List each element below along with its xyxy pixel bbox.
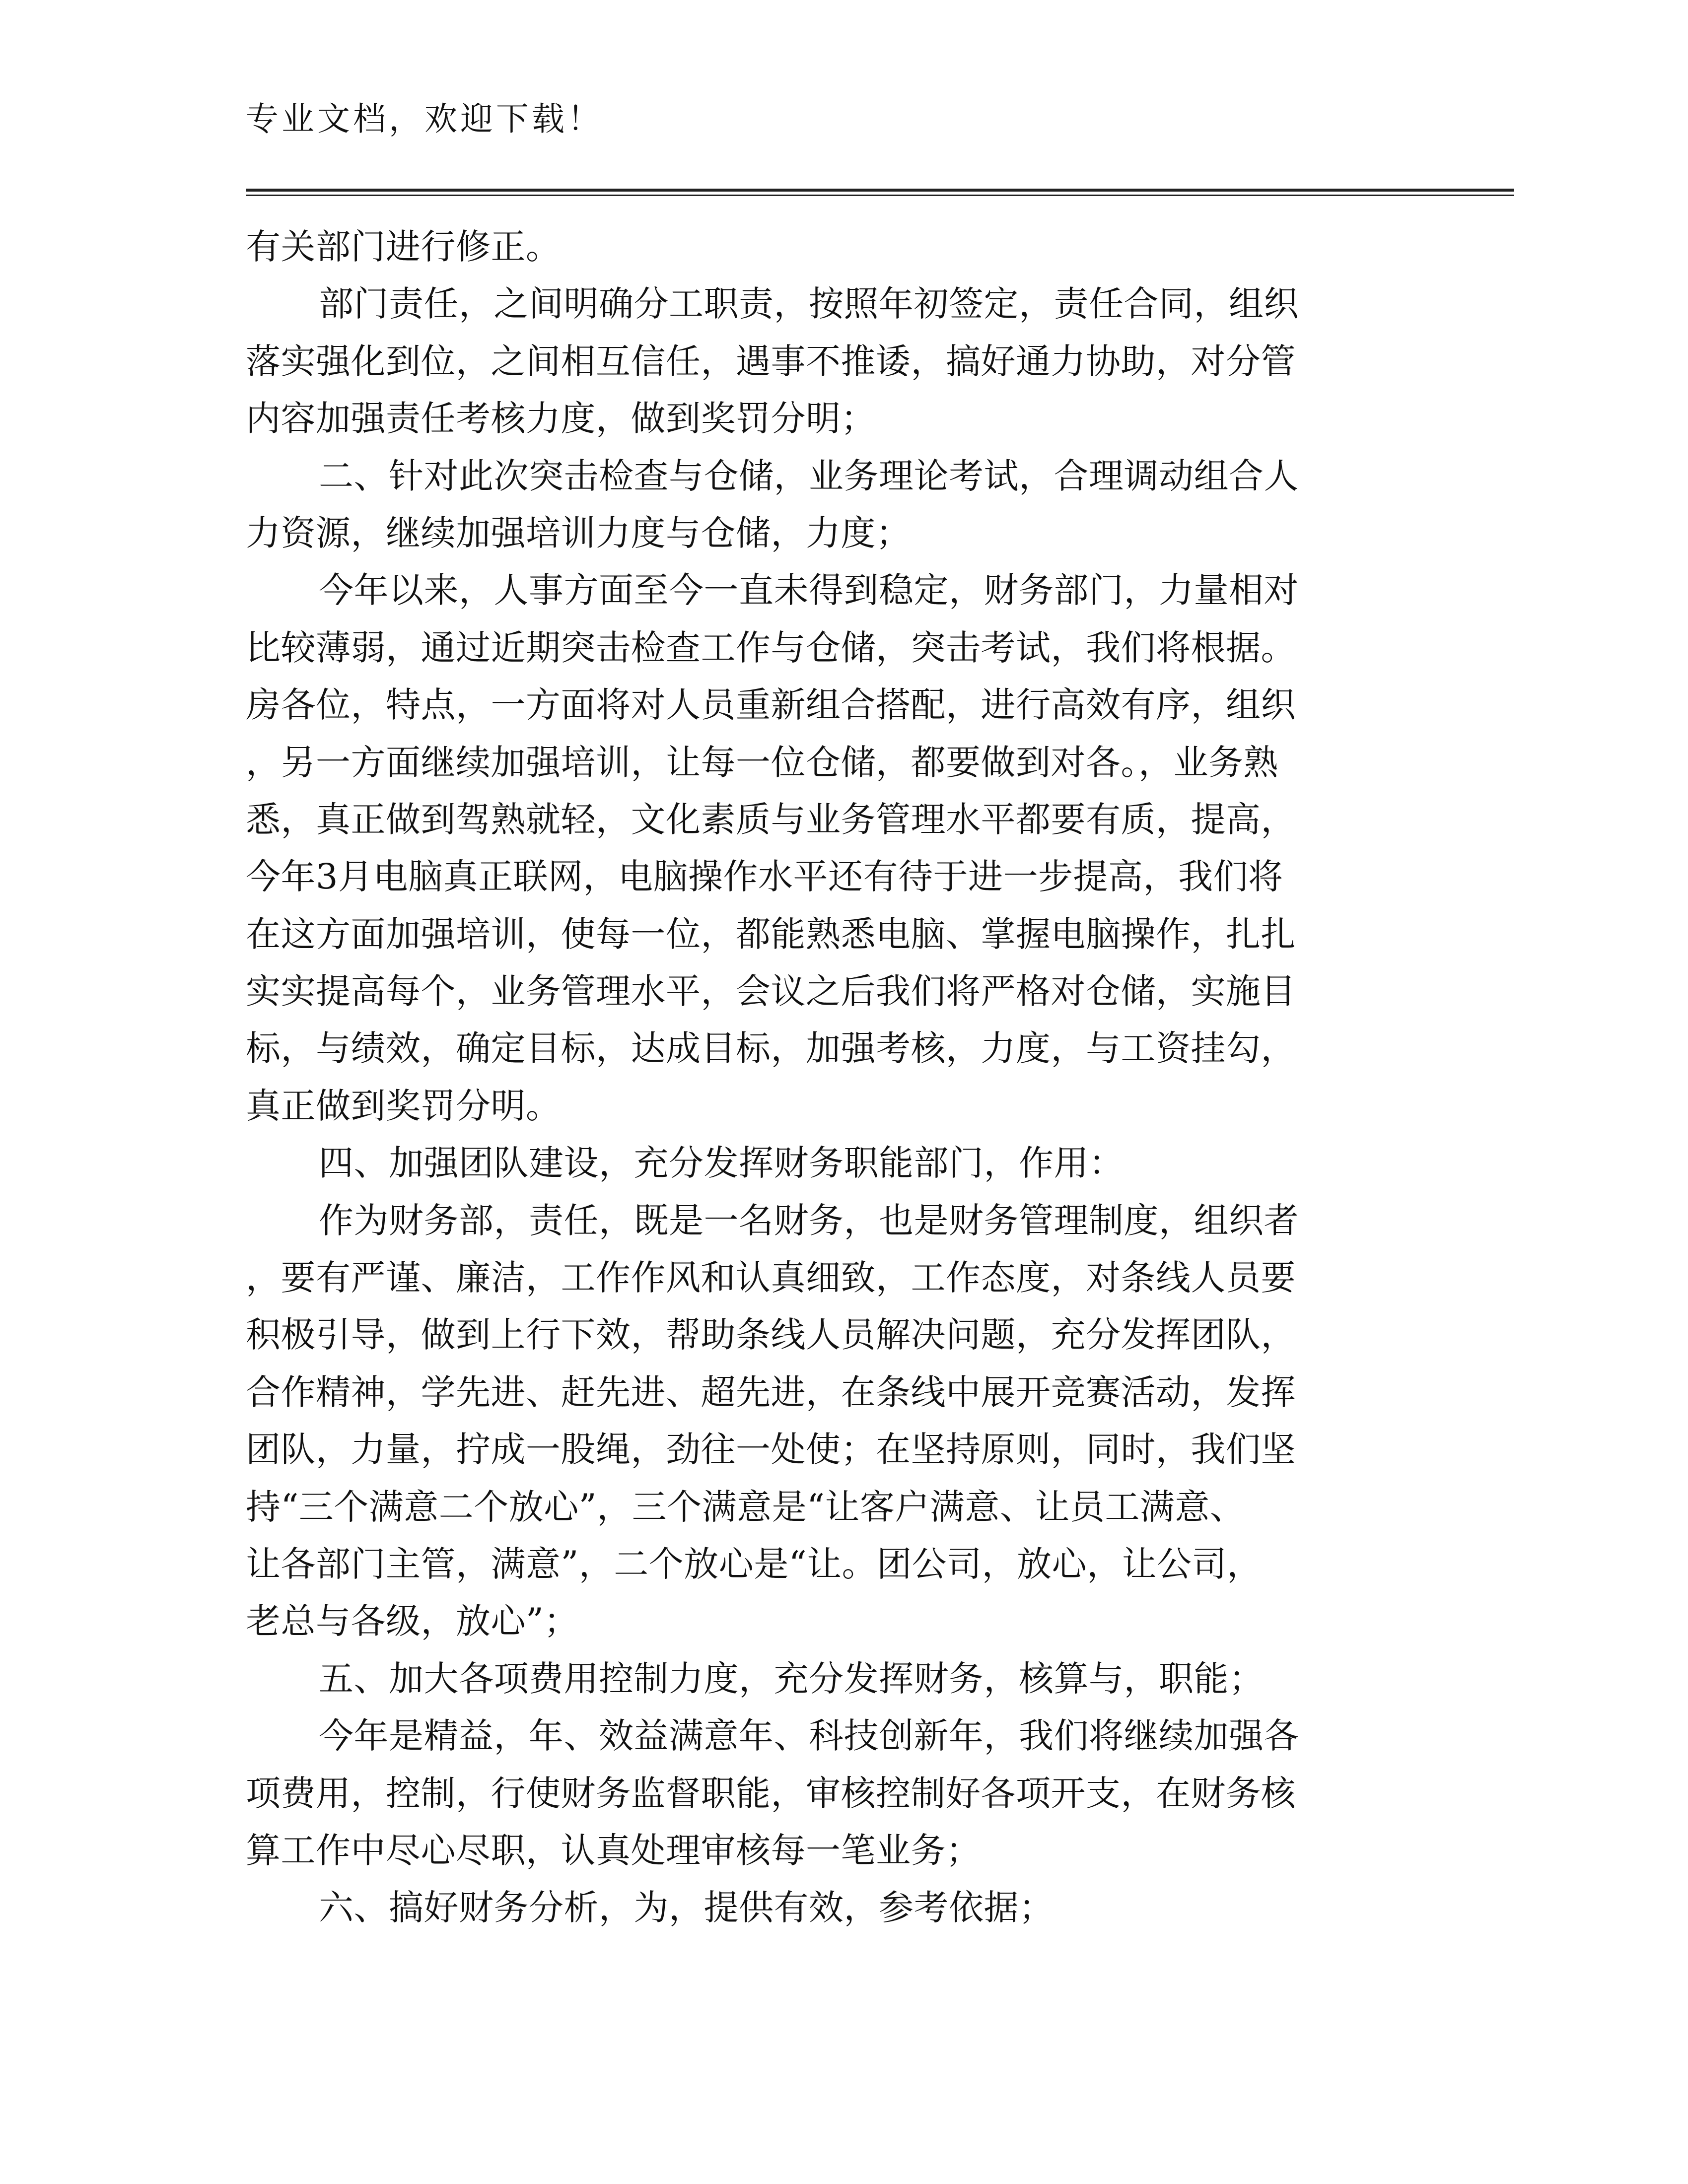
header-divider-thin — [246, 195, 1514, 196]
text-line: 真正做到奖罚分明。 — [246, 1085, 561, 1126]
text-line: 实实提高每个，业务管理水平，会议之后我们将严格对仓储，实施目 — [246, 971, 1296, 1012]
text-line: 今年以来，人事方面至今一直未得到稳定，财务部门，力量相对 — [319, 570, 1299, 611]
text-line: 比较薄弱，通过近期突击检查工作与仓储，突击考试，我们将根据。 — [246, 627, 1296, 668]
document-body — [246, 218, 1403, 1937]
text-line: 内容加强责任考核力度，做到奖罚分明； — [246, 398, 876, 439]
text-line: 六、搞好财务分析，为，提供有效，参考依据； — [319, 1887, 1054, 1928]
text-line: 二、针对此次突击检查与仓储，业务理论考试，合理调动组合人 — [319, 455, 1299, 496]
text-line: 部门责任，之间明确分工职责，按照年初签定，责任合同，组织 — [319, 283, 1299, 325]
text-line: 合作精神，学先进、赶先进、超先进，在条线中展开竞赛活动，发挥 — [246, 1371, 1296, 1413]
text-line: 悉，真正做到驾熟就轻，文化素质与业务管理水平都要有质，提高， — [246, 799, 1296, 840]
text-line: 五、加大各项费用控制力度，充分发挥财务，核算与，职能； — [319, 1658, 1264, 1699]
text-line: ，要有严谨、廉洁，工作作风和认真细致，工作态度，对条线人员要 — [246, 1257, 1296, 1298]
text-line: 让各部门主管，满意”，二个放心是“让。团公司，放心，让公司， — [246, 1543, 1262, 1584]
text-line: 积极引导，做到上行下效，帮助条线人员解决问题，充分发挥团队， — [246, 1314, 1296, 1356]
text-line: 项费用，控制，行使财务监督职能，审核控制好各项开支，在财务核 — [246, 1773, 1296, 1814]
text-line: 今年3月电脑真正联网，电脑操作水平还有待于进一步提高，我们将 — [246, 856, 1283, 897]
text-line: 持“三个满意二个放心”，三个满意是“让客户满意、让员工满意、 — [246, 1486, 1245, 1527]
text-line: 今年是精益，年、效益满意年、科技创新年，我们将继续加强各 — [319, 1715, 1299, 1757]
text-line: 在这方面加强培训，使每一位，都能熟悉电脑、掌握电脑操作，扎扎 — [246, 913, 1296, 955]
page-header: 专业文档，欢迎下载！ — [246, 100, 603, 138]
text-line: 房各位，特点，一方面将对人员重新组合搭配，进行高效有序，组织 — [246, 684, 1296, 726]
text-line: 标，与绩效，确定目标，达成目标，加强考核，力度，与工资挂勾， — [246, 1028, 1296, 1069]
text-line: 有关部门进行修正。 — [246, 226, 561, 267]
text-line: 作为财务部，责任，既是一名财务，也是财务管理制度，组织者 — [319, 1200, 1299, 1241]
text-line: 算工作中尽心尽职，认真处理审核每一笔业务； — [246, 1830, 981, 1871]
text-line: 落实强化到位，之间相互信任，遇事不推诿，搞好通力协助，对分管 — [246, 341, 1296, 382]
text-line: 老总与各级，放心”； — [246, 1601, 579, 1642]
text-line: 四、加强团队建设，充分发挥财务职能部门，作用： — [319, 1143, 1124, 1184]
text-line: ，另一方面继续加强培训，让每一位仓储，都要做到对各。，业务熟 — [246, 742, 1278, 783]
header-divider — [246, 189, 1514, 198]
text-line: 团队，力量，拧成一股绳，劲往一处使；在坚持原则，同时，我们坚 — [246, 1429, 1296, 1470]
header-divider-thick — [246, 189, 1514, 192]
text-line: 力资源，继续加强培训力度与仓储，力度； — [246, 512, 911, 553]
